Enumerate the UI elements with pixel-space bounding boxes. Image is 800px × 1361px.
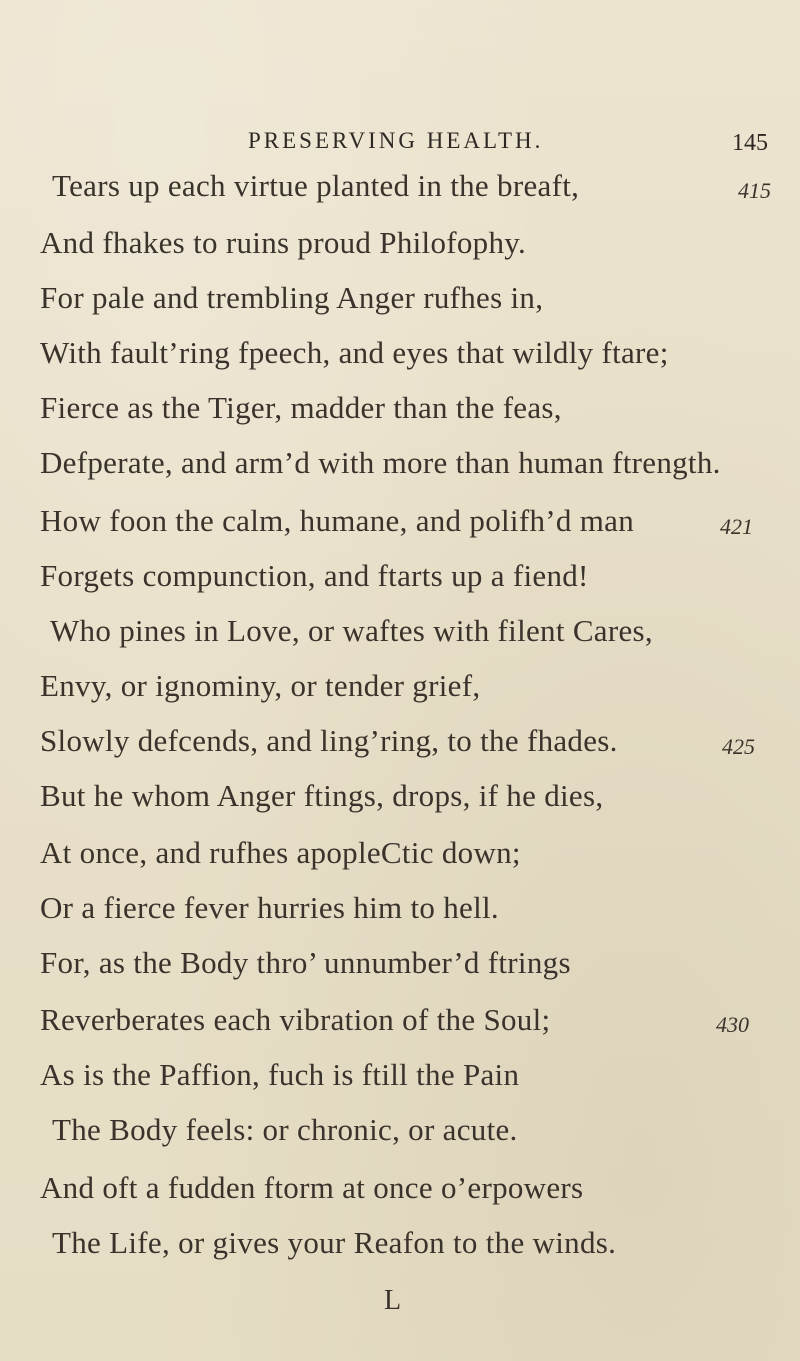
line-number: 430 [716, 1012, 749, 1037]
verse-line: The Life, or gives your Reafon to the winds. [52, 1225, 617, 1260]
page-number: 145 [732, 130, 768, 156]
verse-line: Tears up each virtue planted in the breaft, [52, 168, 580, 203]
line-number: 421 [720, 514, 753, 539]
verse-line: For, as the Body thro’ unnumber’d ftrings [40, 945, 571, 980]
verse-line: Defperate, and arm’d with more than human ftrength. [40, 445, 721, 480]
line-number: 425 [722, 734, 755, 759]
line-number: 415 [738, 178, 771, 203]
verse-line: For pale and trembling Anger rufhes in, [40, 280, 544, 315]
verse-line: With fault’ring fpeech, and eyes that wildly ftare; [40, 335, 669, 370]
verse-line: But he whom Anger ftings, drops, if he dies, [40, 778, 604, 813]
verse-line: Who pines in Love, or waftes with filent Cares, [50, 613, 653, 648]
verse-line: Envy, or ignominy, or tender grief, [40, 668, 481, 703]
catchword: L [384, 1285, 402, 1316]
verse-line: Slowly defcends, and ling’ring, to the fhades. [40, 723, 618, 758]
verse-line: And fhakes to ruins proud Philofophy. [40, 225, 527, 260]
verse-line: Reverberates each vibration of the Soul; [40, 1002, 551, 1037]
running-title: PRESERVING HEALTH. [248, 128, 544, 153]
verse-line: And oft a fudden ftorm at once o’erpowers [40, 1170, 584, 1205]
verse-line: The Body feels: or chronic, or acute. [52, 1112, 518, 1147]
verse-line: Fierce as the Tiger, madder than the feas, [40, 390, 562, 425]
verse-line: Forgets compunction, and ftarts up a fiend! [40, 558, 589, 593]
verse-line: As is the Paffion, fuch is ftill the Pain [40, 1057, 520, 1092]
verse-line: At once, and rufhes apopleCtic down; [40, 835, 521, 870]
verse-line: How foon the calm, humane, and polifh’d man [40, 503, 634, 538]
verse-line: Or a fierce fever hurries him to hell. [40, 890, 499, 925]
